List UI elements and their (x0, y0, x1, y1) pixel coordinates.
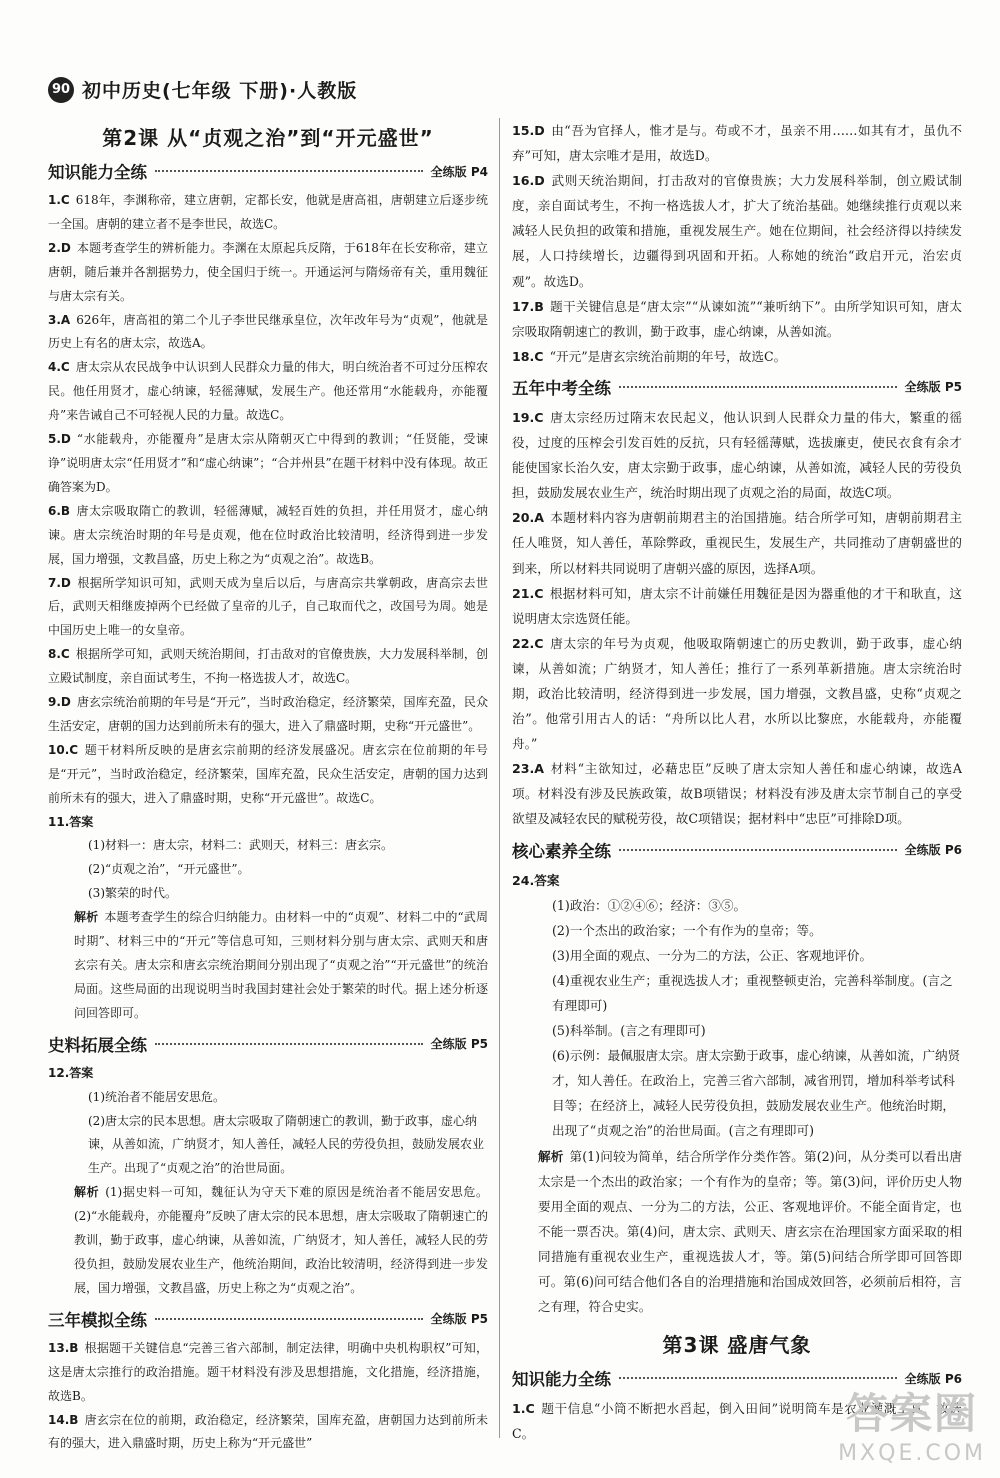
watermark-url: MXQE.COM (838, 1441, 986, 1466)
section-divider (619, 849, 897, 851)
answer-line: (6)示例：最佩服唐太宗。唐太宗勤于政事，虚心纳谏，从善如流，广纳贤才，知人善任。在政治上，完善三省六部制，减省刑罚，增加科举考试科目等；在经济上，减轻人民劳役负担，鼓励发展农业生产。他统治时期，出现了“贞观之治”的治世局面。(言之有理即可) (552, 1048, 961, 1139)
question-number: 10.C (48, 742, 79, 757)
question-text: 唐太宗吸取隋亡的教训，轻徭薄赋，减轻百姓的负担，并任用贤才，虚心纳谏。唐太宗统治时期的年号是贞观，他在位时政治比较清明，经济得到进一步发展，国力增强，文教昌盛，历史上称之为“贞观之治”。故选B。 (48, 503, 488, 566)
question-number: 2.D (48, 240, 71, 255)
question-item (48, 572, 488, 644)
section-divider (155, 170, 423, 172)
book-title: 初中历史(七年级 下册)·人教版 (82, 80, 358, 102)
page-number: 90 (48, 77, 74, 103)
section-ref: 全练版 P5 (904, 380, 962, 395)
question-item (48, 500, 488, 572)
page-header (48, 76, 357, 103)
question-item (48, 189, 488, 237)
question-number: 13.B (48, 1340, 79, 1355)
question-item (512, 581, 962, 631)
question-text: 武则天统治期间，打击敌对的官僚贵族；大力发展科举制，创立殿试制度，亲自面试考生，不拘一格选拔人才，扩大了统治基础。她继续推行贞观以来减轻人民负担的政策和措施，重视发展生产。她在位期间，社会经济得以持续发展，人口持续增长，边疆得到巩固和开拓。人称她的统治“政启开元，治宏贞观”。故选D。 (512, 173, 962, 289)
question-number: 7.D (48, 575, 71, 590)
section-header (48, 1307, 488, 1331)
watermark-main: 答案圈 (846, 1389, 979, 1438)
question-item (512, 344, 962, 369)
question-item: 24.答案 (512, 872, 560, 888)
question-number: 8.C (48, 647, 70, 662)
answer-line: (3)用全面的观点、一分为二的方法，公正、客观地评价。 (552, 947, 873, 963)
question-item (48, 237, 488, 309)
question-list (512, 118, 962, 369)
question-list (512, 405, 962, 832)
section-ref: 全练版 P6 (904, 1371, 962, 1386)
answer-line: (1)材料一：唐太宗，材料二：武则天，材料三：唐玄宗。 (88, 838, 394, 853)
question-number: 14.B (48, 1412, 79, 1427)
question-text: 根据所学知识可知，武则天成为皇后以后，与唐高宗共掌朝政，唐高宗去世后，武则天相继废掉两个已经做了皇帝的儿子，自己取而代之，改国号为周。她是中国历史上唯一的女皇帝。 (48, 575, 488, 638)
question-text: 唐太宗从农民战争中认识到人民群众力量的伟大，明白统治者不可过分压榨农民。他任用贤才，虚心纳谏，轻徭薄赋，发展生产。他还常用“水能载舟，亦能覆舟”来告诫自己不可轻视人民的力量。故选C。 (48, 360, 488, 423)
question-number: 4.C (48, 360, 70, 375)
section-ref: 全练版 P5 (430, 1037, 488, 1052)
right-column (512, 118, 962, 1446)
section-header (48, 1032, 488, 1056)
question-item (48, 691, 488, 739)
analysis: 解析 本题考查学生的综合归纳能力。由材料一中的“贞观”、材料二中的“武周时期”、材料三中的“开元”等信息可知，三则材料分别与唐太宗、武则天和唐玄宗有关。唐太宗和唐玄宗统治期间分别出现了“贞观之治”“开元盛世”的统治局面。这些局面的出现说明当时我国封建社会处于繁荣的时代。据上述分析逐问回答即可。 (74, 910, 488, 1020)
question-item: 11.答案 (48, 814, 94, 829)
question-text: 根据题干关键信息“完善三省六部制，制定法律，明确中央机构职权”可知，这是唐太宗推行的政治措施。题干材料没有涉及思想措施，文化措施，经济措施，故选B。 (48, 1340, 488, 1403)
section-title: 知识能力全练 (512, 1370, 611, 1390)
question-item (512, 505, 962, 580)
analysis: 解析 第(1)问较为简单，结合所学作分类作答。第(2)问，从分类可以看出唐太宗是一个杰出的政治家；一个有作为的皇帝；等。第(3)问，评价历史人物要用全面的观点、一分为二的方法，公正、客观地评价。不能全面肯定，也不能一票否决。第(4)问，唐太宗、武则天、唐玄宗在治理国家方面采取的相同措施有重视农业生产，重视选拔人才，等。第(5)问结合所学即可回答即可。第(6)问可结合他们各自的治理措施和治国成效回答，必须前后相符，言之有理，符合史实。 (538, 1148, 962, 1315)
question-item (48, 739, 488, 811)
section-header (512, 375, 962, 399)
question-text: 唐玄宗统治前期的年号是“开元”，当时政治稳定，经济繁荣，国库充盈，民众生活安定，唐朝的国力达到前所未有的强大，进入了鼎盛时期，史称“开元盛世”。 (48, 695, 488, 733)
section-title: 五年中考全练 (512, 378, 611, 398)
answer-line: (1)统治者不能居安思危。 (88, 1089, 225, 1104)
section-divider (155, 1043, 423, 1045)
question-item (512, 405, 962, 505)
question-text: 626年，唐高祖的第二个儿子李世民继承皇位，次年改年号为“贞观”，他就是历史上有名的唐太宗，故选A。 (48, 312, 488, 351)
question-item (512, 168, 962, 293)
question-text: 唐玄宗在位的前期，政治稳定，经济繁荣，国库充盈，唐朝国力达到前所未有的强大，进入鼎盛时期，历史上称为“开元盛世” (48, 1412, 488, 1451)
answer-line: (1)政治：①②④⑥；经济：③⑤。 (552, 897, 747, 913)
question-number: 18.C (512, 348, 544, 364)
question-text: 618年，李渊称帝，建立唐朝，定都长安，他就是唐高祖，唐朝建立后逐步统一全国。唐朝的建立者不是李世民，故选C。 (48, 193, 488, 231)
question-number: 23.A (512, 761, 545, 777)
question-item (512, 118, 962, 168)
answer-lines (512, 893, 962, 1144)
question-item (512, 294, 962, 344)
question-text: 唐太宗经历过隋末农民起义，他认识到人民群众力量的伟大，繁重的徭役，过度的压榨会引发百姓的反抗，只有轻徭薄赋，选拔廉吏，使民衣食有余才能使国家长治久安，唐太宗勤于政事，虚心纳谏，从善如流，减轻人民的劳役负担，鼓励发展农业生产，统治时期出现了贞观之治的局面，故选C项。 (512, 409, 962, 501)
question-item (48, 1337, 488, 1409)
analysis: 解析 (1)据史料一可知，魏征认为守天下难的原因是统治者不能居安思危。(2)“水能载舟，亦能覆舟”反映了唐太宗的民本思想，唐太宗吸取了隋朝速亡的教训，勤于政事，虚心纳谏，从善如流，广纳贤才，知人善任，减轻人民的劳役负担，鼓励发展农业生产，他统治期间，政治比较清明，经济得到进一步发展，国力增强，文教昌盛，历史上称之为“贞观之治”。 (74, 1185, 488, 1295)
question-text: “水能载舟，亦能覆舟”是唐太宗从隋朝灭亡中得到的教训；“任贤能，受谏诤”说明唐太宗“任用贤才”和“虚心纳谏”；“合并州县”在题干材料中没有体现。故正确答案为D。 (48, 432, 488, 494)
question-text: 材料“主欲知过，必藉忠臣”反映了唐太宗知人善任和虚心纳谏，故选A项。材料没有涉及民族政策，故B项错误；材料没有涉及唐太宗节制自己的享受欲望及减轻农民的赋税劳役，故C项错误；据材料中“忠臣”可排除D项。 (512, 761, 962, 827)
question-item: 12.答案 (48, 1065, 94, 1080)
section-header (48, 159, 488, 183)
question-number: 6.B (48, 503, 71, 518)
section-header (512, 838, 962, 862)
section-ref: 全练版 P6 (904, 843, 962, 858)
question-item (48, 356, 488, 428)
question-number: 21.C (512, 585, 544, 601)
answer-lines (48, 834, 488, 906)
question-item (48, 1409, 488, 1457)
question-number: 22.C (512, 635, 544, 651)
question-text: “开元”是唐玄宗统治前期的年号，故选C。 (549, 348, 787, 364)
section-title: 核心素养全练 (512, 841, 611, 861)
question-number: 1.C (512, 1401, 535, 1417)
question-number: 16.D (512, 173, 545, 189)
question-item (48, 428, 488, 500)
question-number: 5.D (48, 432, 71, 447)
question-text: 由“吾为官择人，惟才是与。苟或不才，虽亲不用……如其有才，虽仇不弃”可知，唐太宗唯才是用，故选D。 (512, 123, 962, 164)
question-item (48, 309, 488, 357)
question-list (48, 189, 488, 811)
question-item (512, 631, 962, 756)
section-divider (619, 386, 897, 388)
answer-line: (5)科举制。(言之有理即可) (552, 1023, 706, 1039)
answer-line: (4)重视农业生产；重视选拔人才；重视整顿吏治，完善科举制度。(言之有理即可) (552, 972, 953, 1013)
section-ref: 全练版 P5 (430, 1312, 488, 1327)
question-text: 题干信息“小筒不断把水舀起，倒入田间”说明筒车是农业灌溉工具，故选C。 (512, 1401, 962, 1442)
answer-line: (2)一个杰出的政治家；一个有作为的皇帝；等。 (552, 922, 822, 938)
lesson-title: 第2课 从“贞观之治”到“开元盛世” (102, 126, 434, 150)
section-title: 史料拓展全练 (48, 1035, 147, 1055)
question-text: 本题材料内容为唐朝前期君主的治国措施。结合所学可知，唐朝前期君主任人唯贤，知人善任，革除弊政，重视民生，发展生产，共同推动了唐朝盛世的到来，所以材料共同说明了唐朝兴盛的原因，选择A项。 (512, 510, 962, 576)
question-text: 题干材料所反映的是唐玄宗前期的经济发展盛况。唐玄宗在位前期的年号是“开元”，当时政治稳定，经济繁荣，国库充盈，民众生活安定，唐朝的国力达到前所未有的强大，进入了鼎盛时期，史称“开元盛世”。故选C。 (48, 742, 488, 805)
question-number: 19.C (512, 409, 544, 425)
question-text: 根据材料可知，唐太宗不计前嫌任用魏征是因为器重他的才干和耿直，这说明唐太宗选贤任能。 (512, 585, 962, 626)
question-item (48, 643, 488, 691)
left-column (48, 118, 488, 1456)
question-text: 根据所学可知，武则天统治期间，打击敌对的官僚贵族，大力发展科举制，创立殿试制度，亲自面试考生，不拘一格选拔人才，故选C。 (48, 647, 488, 686)
question-number: 1.C (48, 193, 70, 207)
section-title: 三年模拟全练 (48, 1310, 147, 1330)
answer-line: (3)繁荣的时代。 (88, 886, 177, 901)
question-number: 17.B (512, 298, 544, 314)
section-divider (155, 1318, 423, 1320)
question-number: 3.A (48, 312, 71, 327)
question-number: 9.D (48, 695, 71, 710)
question-number: 15.D (512, 123, 545, 138)
column-divider (499, 118, 500, 1438)
question-number: 20.A (512, 510, 545, 526)
question-list (48, 1337, 488, 1457)
section-title: 知识能力全练 (48, 163, 147, 182)
answer-line: (2)唐太宗的民本思想。唐太宗吸取了隋朝速亡的教训，勤于政事，虚心纳谏，从善如流，广纳贤才，知人善任，减轻人民的劳役负担，鼓励发展农业生产。出现了“贞观之治”的治世局面。 (88, 1113, 485, 1176)
question-text: 本题考查学生的辨析能力。李渊在太原起兵反隋，于618年在长安称帝，建立唐朝，随后兼并各割据势力，使全国归于统一。开通运河与隋炀帝有关，重用魏征与唐太宗有关。 (48, 240, 488, 303)
section-ref: 全练版 P4 (430, 164, 488, 179)
question-text: 唐太宗的年号为贞观，他吸取隋朝速亡的历史教训，勤于政事，虚心纳谏，从善如流；广纳贤才，知人善任；推行了一系列革新措施。唐太宗统治时期，政治比较清明，经济得到进一步发展，国力增强，文教昌盛，史称“贞观之治”。他常引用古人的话：“舟所以比人君，水所以比黎庶，水能载舟，亦能覆舟。” (512, 635, 962, 752)
section-divider (619, 1377, 897, 1379)
lesson-title: 第3课 盛唐气象 (662, 1333, 812, 1358)
question-text: 题干关键信息是“唐太宗”“从谏如流”“兼听纳下”。由所学知识可知，唐太宗吸取隋朝速亡的教训，勤于政事，虚心纳谏，从善如流。 (512, 298, 962, 339)
answer-line: (2)“贞观之治”，“开元盛世”。 (88, 862, 250, 877)
watermark-logo (838, 1381, 986, 1466)
question-item (512, 756, 962, 831)
answer-lines (48, 1086, 488, 1182)
